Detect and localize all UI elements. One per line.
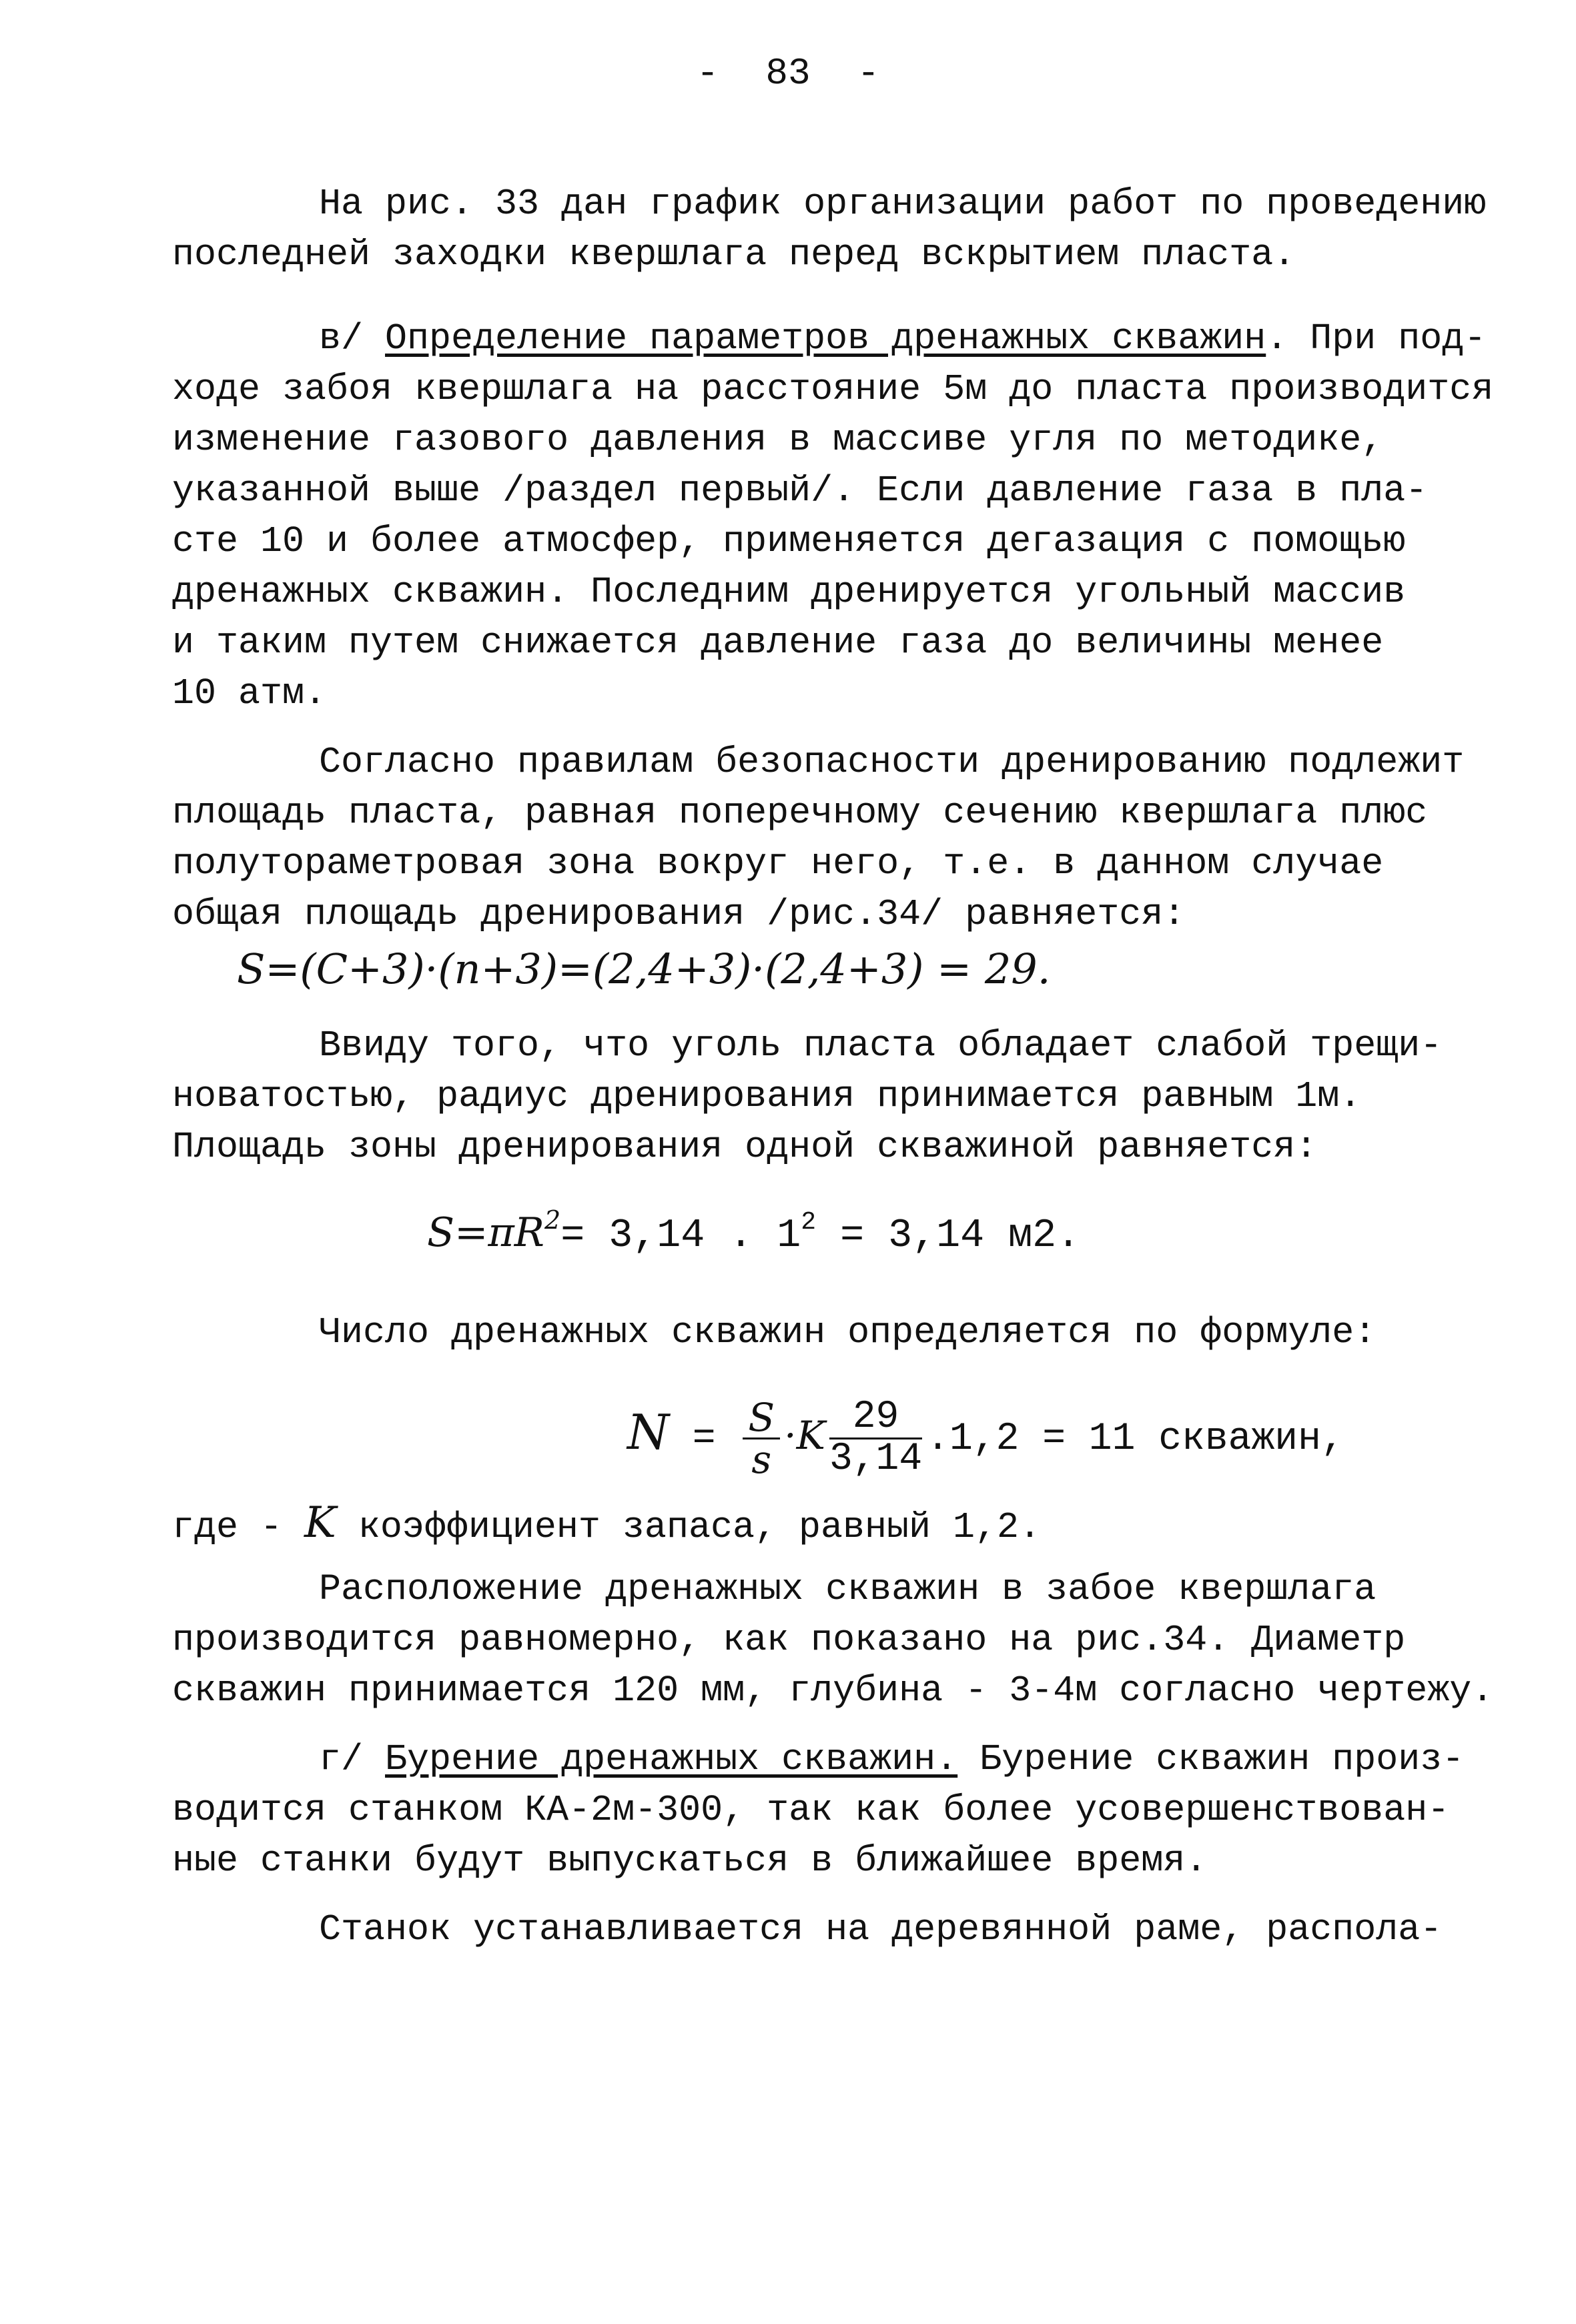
text-line: На рис. 33 дан график организации работ по проведению: [319, 183, 1487, 225]
text-line: новатостью, радиус дренирования принимается равным 1м.: [172, 1075, 1362, 1117]
paragraph-3: [172, 737, 1465, 940]
text-line: сте 10 и более атмосфер, применяется дегазация с помощью: [172, 520, 1406, 562]
paragraph-4: [172, 1021, 1443, 1173]
text-line: где - K коэффициент запаса, равный 1,2.: [172, 1498, 1042, 1548]
text-line: ходе забоя квершлага на расстояние 5м до пласта производится: [172, 368, 1494, 410]
text-line: Ввиду того, что уголь пласта обладает слабой трещи-: [319, 1025, 1443, 1067]
paragraph-2: [172, 314, 1494, 719]
paragraph-9: [172, 1904, 1443, 1955]
value-fraction: $\frac{29}{3,14}$: [829, 1395, 923, 1481]
text-line: последней заходки квершлага перед вскрытием пласта.: [172, 233, 1296, 275]
text-line: и таким путем снижается давление газа до величины менее: [172, 622, 1384, 664]
text-line: г/ Бурение дренажных скважин. Бурение скважин произ-: [319, 1738, 1465, 1780]
formula-well-count: N = $\frac{S}{s}$ ·K $\frac{29}{3,14}$ .1,2 = 11 скважин,: [627, 1395, 1344, 1482]
text-line: площадь пласта, равная поперечному сечению квершлага плюс: [172, 792, 1428, 834]
paragraph-8: [172, 1734, 1465, 1886]
text-line: Число дренажных скважин определяется по формуле:: [319, 1311, 1376, 1353]
paragraph-5: [172, 1307, 1440, 1358]
text-line: в/ Определение параметров дренажных скважин. При под-: [319, 318, 1487, 360]
paragraph-7: [172, 1564, 1494, 1716]
formula-drainage-area: S=(C+3)·(n+3)=(2,4+3)·(2,4+3) = 29.: [237, 945, 1051, 993]
paragraph-1: [172, 179, 1487, 280]
section-heading: Определение параметров дренажных скважин: [385, 318, 1266, 360]
page-number: - 83 -: [696, 52, 880, 95]
text-line: Площадь зоны дренирования одной скважиной равняется:: [172, 1126, 1318, 1168]
text-line: дренажных скважин. Последним дренируется угольный массив: [172, 571, 1406, 613]
text-line: Расположение дренажных скважин в забое квершлага: [319, 1568, 1376, 1610]
text-line: 10 атм.: [172, 672, 327, 714]
text-line: Согласно правилам безопасности дренированию подлежит: [319, 741, 1465, 783]
text-line: изменение газового давления в массиве угля по методике,: [172, 419, 1384, 461]
text-line: указанной выше /раздел первый/. Если давление газа в пла-: [172, 470, 1428, 512]
formula-zone-area: $S=\pi R^2= 3,14$ . $1^2 = 3,14$ м2.: [427, 1205, 1081, 1259]
text-line: скважин принимается 120 мм, глубина - 3-4м согласно чертежу.: [172, 1670, 1494, 1712]
ratio-fraction: $\frac{S}{s}$: [743, 1397, 780, 1480]
text-line: полутораметровая зона вокруг него, т.е. в данном случае: [172, 842, 1384, 885]
text-line: производится равномерно, как показано на рис.34. Диаметр: [172, 1619, 1406, 1661]
text-line: общая площадь дренирования /рис.34/ равняется:: [172, 893, 1186, 935]
text-line: водится станком КА-2м-300, так как более усовершенствован-: [172, 1789, 1450, 1831]
section-heading: Бурение дренажных скважин.: [385, 1738, 958, 1780]
paragraph-6: [172, 1498, 1440, 1553]
text-line: ные станки будут выпускаться в ближайшее время.: [172, 1840, 1208, 1882]
text-line: Станок устанавливается на деревянной раме, распола-: [319, 1908, 1443, 1950]
